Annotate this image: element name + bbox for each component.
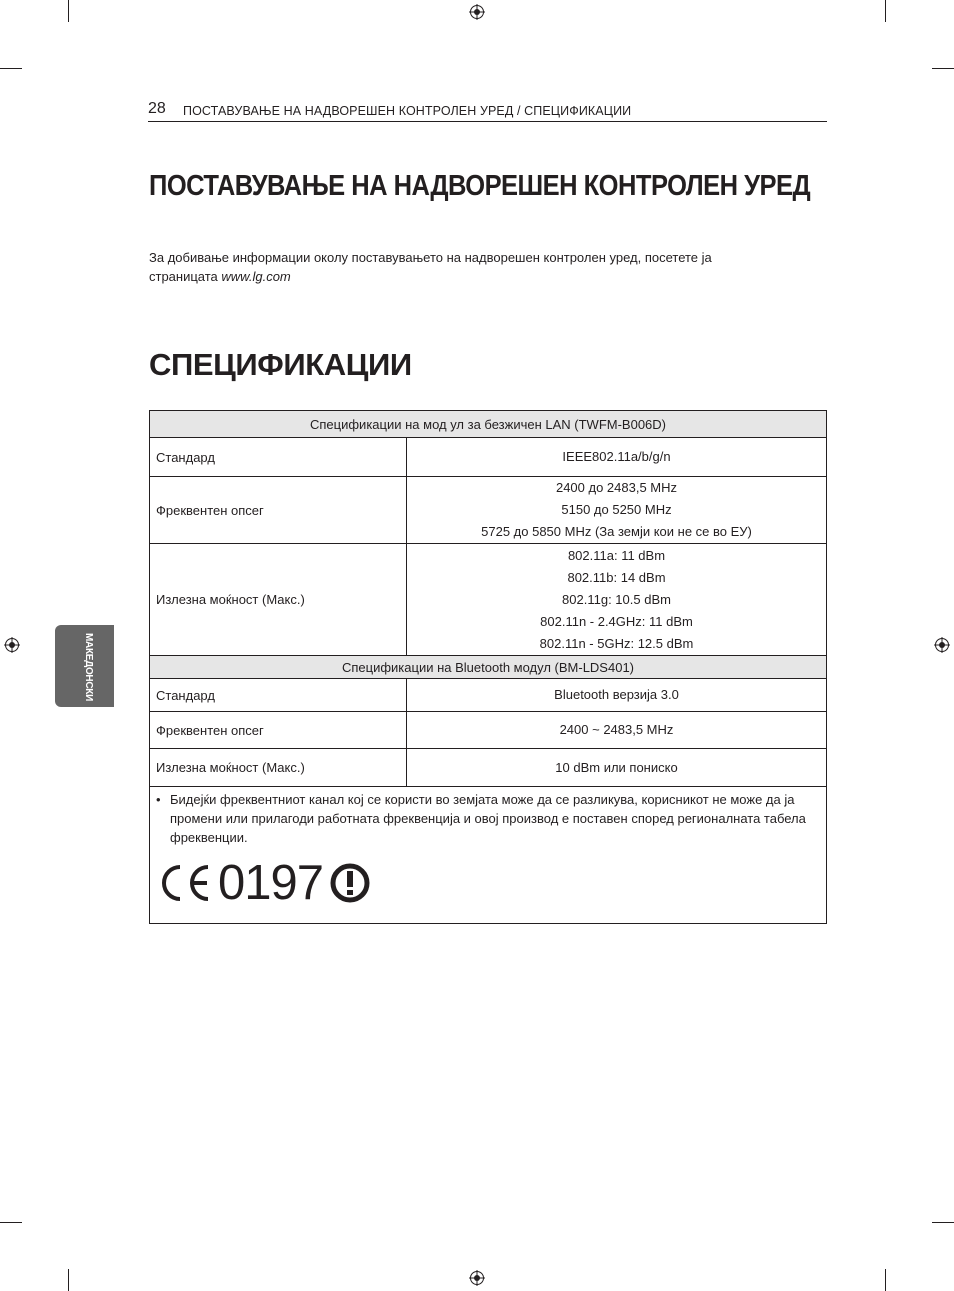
row-value	[407, 679, 827, 712]
note-bullet-item	[156, 790, 806, 847]
value-line: 5150 до 5250 MHz	[561, 502, 672, 517]
crop-mark	[932, 1222, 954, 1223]
table-note-row	[150, 787, 827, 924]
alert-mark-icon	[329, 862, 371, 904]
notified-body-number: 0197	[218, 856, 324, 910]
value-line: 5725 до 5850 MHz (За земји кои не се во ЕУ)	[481, 524, 752, 539]
intro-text-line1: За добивање информации околу поставувањето на надворешен контролен уред, посетете ја	[149, 250, 712, 265]
row-label: Излезна моќност (Макс.)	[150, 544, 407, 656]
crop-mark	[885, 0, 886, 22]
value-line: 2400 до 2483,5 MHz	[555, 480, 678, 495]
table-section-header	[150, 411, 827, 438]
bullet-dot: •	[156, 792, 161, 807]
registration-mark-icon	[469, 4, 485, 20]
value-line: 10 dBm или пониско	[555, 759, 678, 775]
row-label: Стандард	[150, 438, 407, 477]
value-line: 802.11a: 11 dBm	[567, 547, 666, 563]
table-row	[150, 749, 827, 787]
value-line: 802.11b: 14 dBm	[567, 569, 666, 585]
value-line: IEEE802.11a/b/g/n	[562, 449, 671, 464]
row-value	[407, 712, 827, 749]
note-cell	[150, 787, 827, 924]
table-row	[150, 477, 827, 544]
section-title-specifications: СПЕЦИФИКАЦИИ	[149, 347, 412, 382]
registration-mark-icon	[4, 637, 20, 653]
language-tab-label: МАКЕДОНСКИ	[83, 633, 94, 701]
table-section-header	[150, 656, 827, 679]
value-line: Bluetooth верзија 3.0	[554, 687, 679, 702]
table-row	[150, 438, 827, 477]
crop-mark	[0, 68, 22, 69]
website-link[interactable]: www.lg.com	[221, 269, 291, 284]
compliance-marks	[158, 855, 826, 911]
table-row	[150, 712, 827, 749]
registration-mark-icon	[934, 637, 950, 653]
row-value	[407, 544, 827, 656]
table-row	[150, 679, 827, 712]
value-line: 2400 ~ 2483,5 MHz	[559, 722, 674, 737]
value-line: 802.11g: 10.5 dBm	[562, 591, 671, 607]
running-header-title: ПОСТАВУВАЊЕ НА НАДВОРЕШЕН КОНТРОЛЕН УРЕД / СПЕЦИФИКАЦИИ	[183, 104, 632, 118]
bluetooth-header: Спецификации на Bluetooth модул (BM-LDS401)	[150, 656, 827, 679]
section-title-external-control: ПОСТАВУВАЊЕ НА НАДВОРЕШЕН КОНТРОЛЕН УРЕД	[149, 170, 811, 202]
page-number: 28	[148, 100, 166, 117]
specifications-table	[149, 410, 827, 924]
intro-text-line2: страницата	[149, 269, 222, 284]
wlan-header: Спецификации на мод ул за безжичен LAN (TWFM-B006D)	[150, 411, 827, 438]
row-label: Фреквентен опсег	[150, 712, 407, 749]
row-value	[407, 438, 827, 477]
row-label: Излезна моќност (Макс.)	[150, 749, 407, 787]
table-row	[150, 544, 827, 656]
row-label: Стандард	[150, 679, 407, 712]
crop-mark	[932, 68, 954, 69]
language-side-tab	[55, 625, 114, 707]
value-line: 802.11n - 5GHz: 12.5 dBm	[539, 635, 694, 651]
ce-mark-icon	[158, 863, 212, 903]
header-divider	[148, 121, 827, 122]
crop-mark	[68, 1269, 69, 1291]
crop-mark	[68, 0, 69, 22]
registration-mark-icon	[469, 1270, 485, 1286]
row-value	[407, 749, 827, 787]
crop-mark	[885, 1269, 886, 1291]
row-label: Фреквентен опсег	[150, 477, 407, 544]
intro-paragraph	[149, 248, 809, 286]
value-line: 802.11n - 2.4GHz: 11 dBm	[540, 613, 693, 629]
row-value	[407, 477, 827, 544]
crop-mark	[0, 1222, 22, 1223]
note-text: Бидејќи фреквентниот канал кој се користи во земјата може да се разликува, корисникот не може да ја промени или прилагоди работната фреквенција и овој производ е поставен според регионалната табела фреквенции.	[170, 792, 806, 845]
